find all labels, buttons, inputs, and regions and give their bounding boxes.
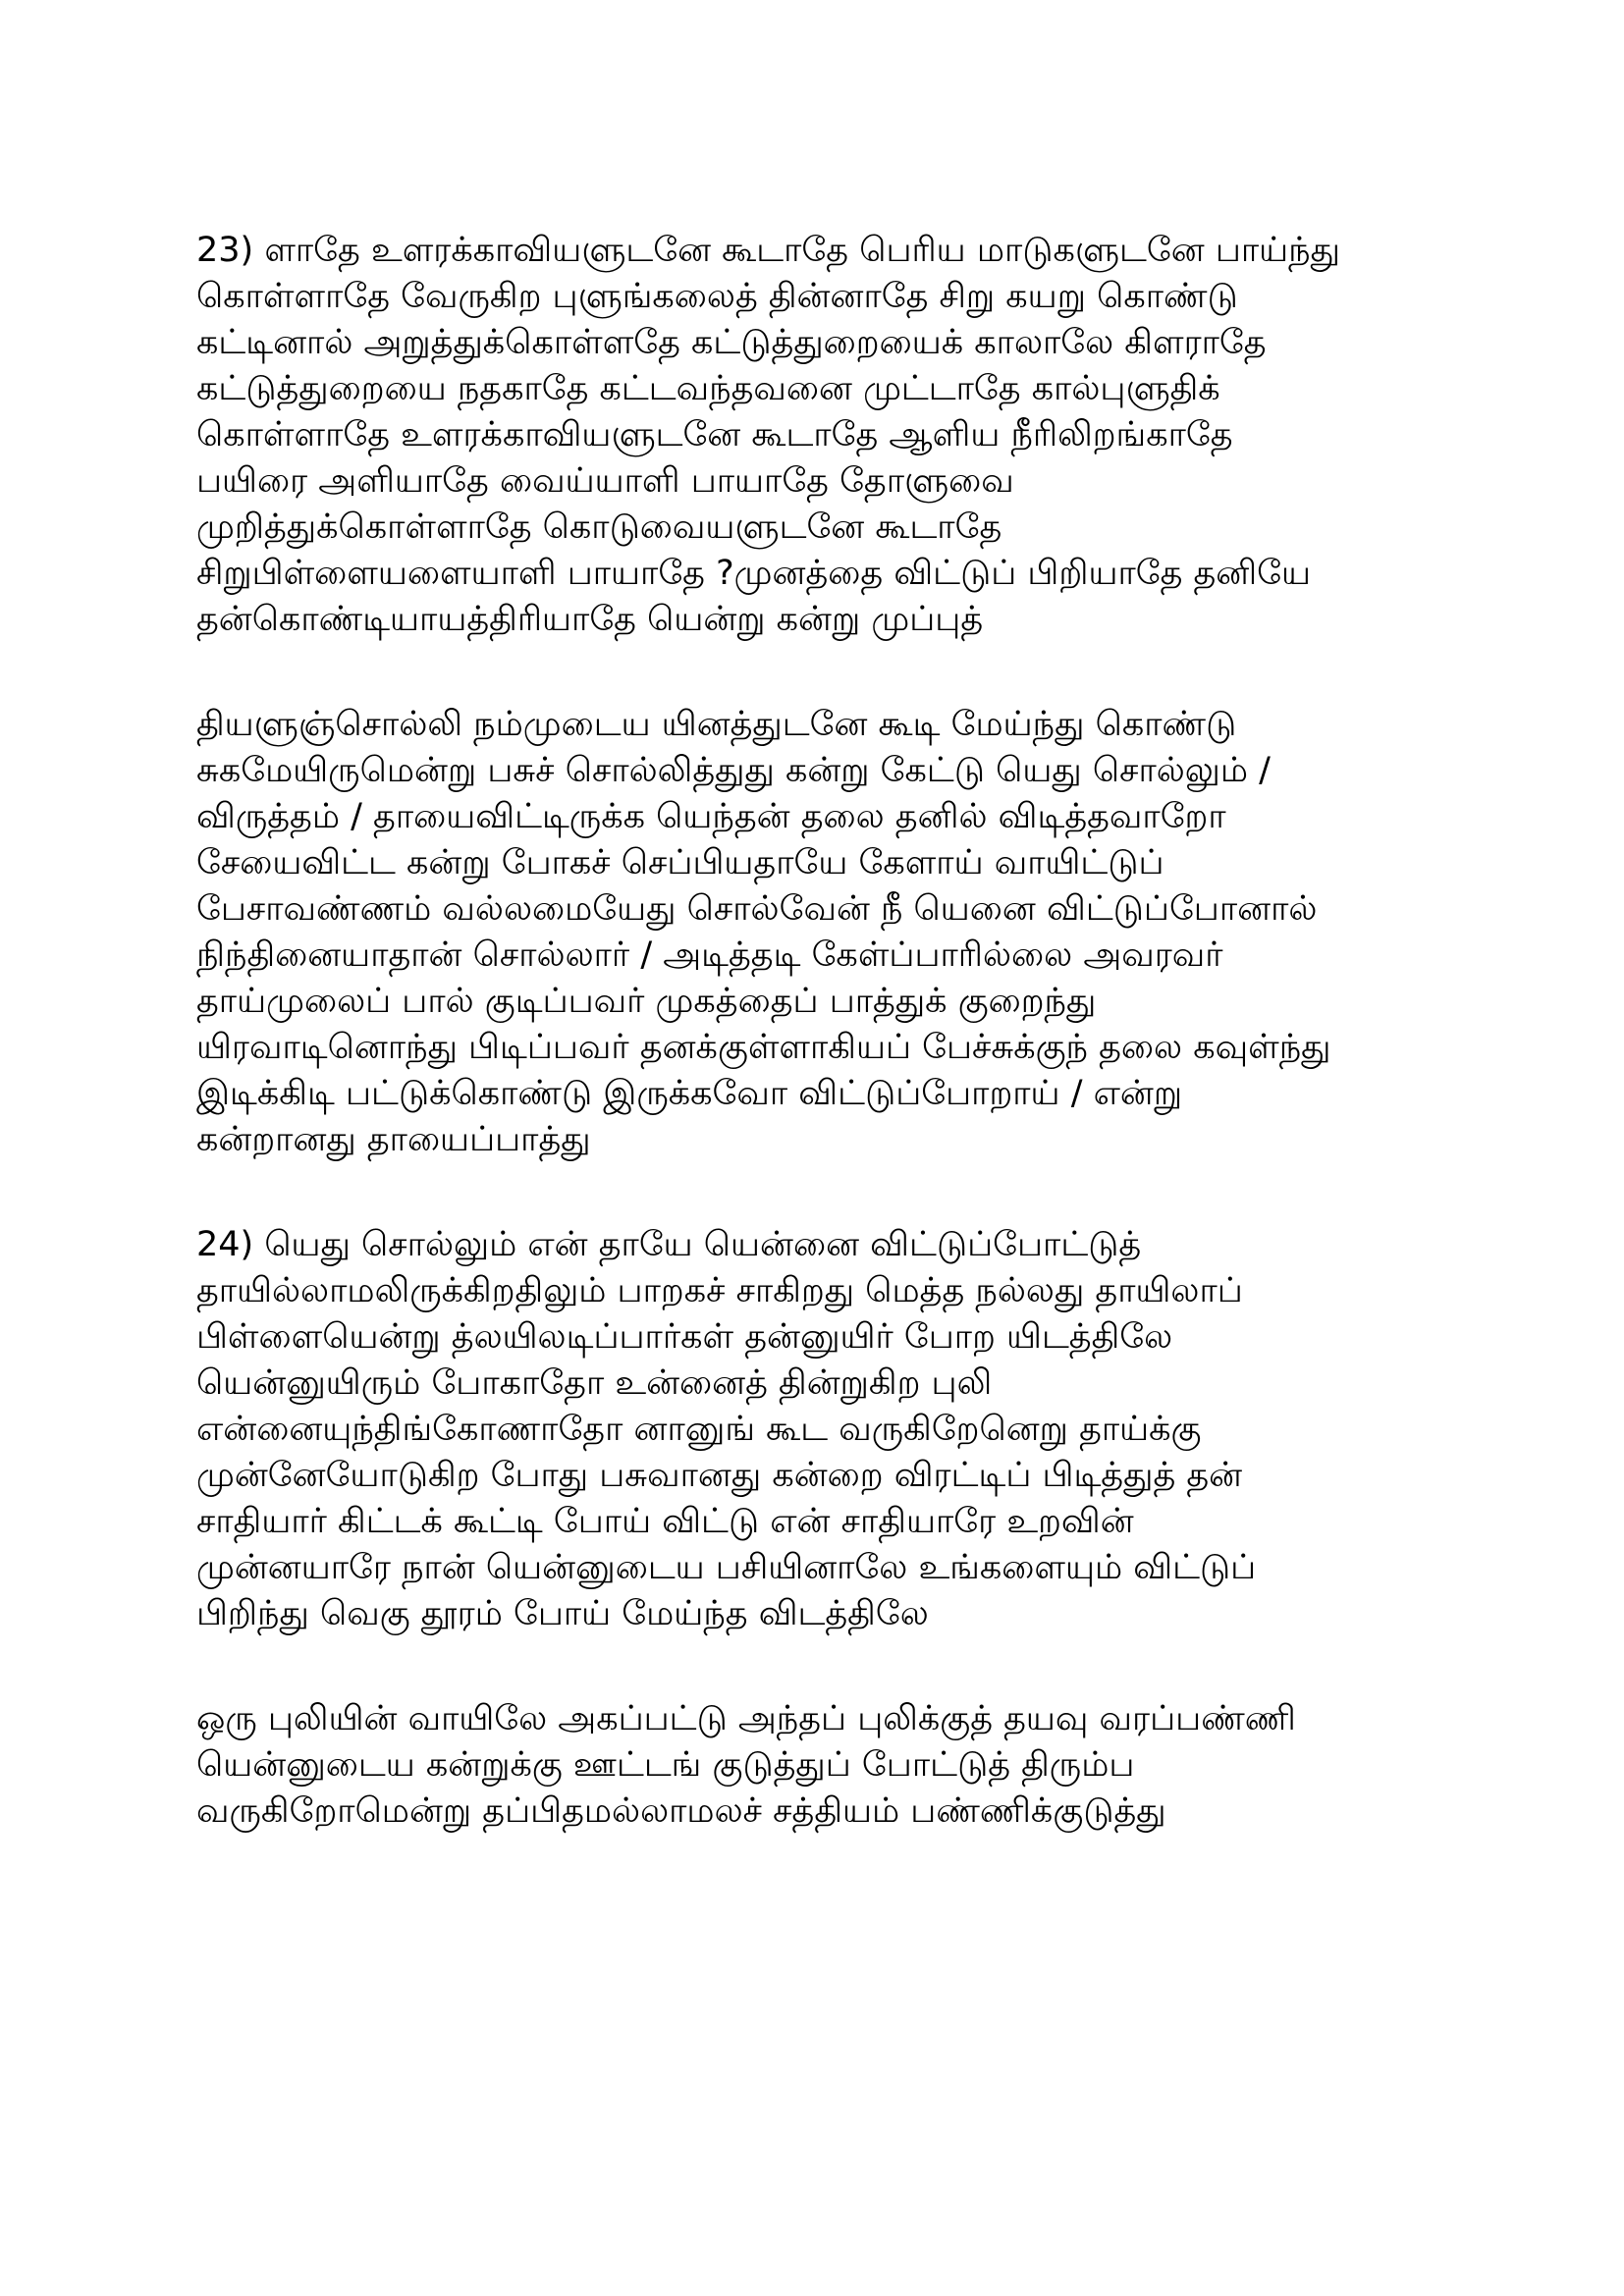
text-line: ஒரு புலியின் வாயிலே அகப்பட்டு அந்தப் புலிக்குத் தயவு வரப்பண்ணி (196, 1699, 1296, 1738)
text-line: இடிக்கிடி பட்டுக்கொண்டு இருக்கவோ விட்டுப்போறாய் / என்று (196, 1074, 1183, 1113)
paragraph (196, 1696, 1492, 1835)
paragraph (196, 1222, 1492, 1637)
text-line: நிந்தினையாதான் சொல்லார் / அடித்தடி கேள்ப்பாரில்லை அவரவர் (196, 935, 1223, 975)
text-line: சிறுபிள்ளையளையாளி பாயாதே ?முனத்தை விட்டுப் பிறியாதே தனியே (196, 554, 1312, 593)
text-line: பிள்ளையென்று த்லயிலடிப்பார்கள் தன்னுயிர் போற யிடத்திலே (196, 1317, 1173, 1357)
paragraph-gap (196, 1163, 1492, 1222)
text-line: முறித்துக்கொள்ளாதே கொடுவையளுடனே கூடாதே (196, 507, 1002, 547)
paragraph-gap (196, 643, 1492, 702)
text-line: தன்கொண்டியாயத்திரியாதே யென்று கன்று முப்புத் (196, 600, 984, 639)
text-line: சேயைவிட்ட கன்று போகச் செப்பியதாயே கேளாய் வாயிட்டுப் (196, 843, 1164, 882)
paragraph (196, 702, 1492, 1163)
text-line: பயிரை அளியாதே வைய்யாளி பாயாதே தோளுவை (196, 461, 1014, 501)
text-line: யென்னுடைய கன்றுக்கு ஊட்டங் குடுத்துப் போட்டுத் திரும்ப (196, 1745, 1135, 1785)
text-line: யென்னுயிரும் போகாதோ உன்னைத் தின்றுகிற புலி (196, 1363, 993, 1403)
text-line: கட்டினால் அறுத்துக்கொள்ளதே கட்டுத்துறையைக் காலாலே கிளராதே (196, 323, 1267, 362)
text-line: சுகமேயிருமென்று பசுச் சொல்லித்துது கன்று கேட்டு யெது சொல்லும் / (196, 751, 1271, 790)
text-line: தாயில்லாமலிருக்கிறதிலும் பாறகச் சாகிறது மெத்த நல்லது தாயிலாப் (196, 1271, 1243, 1310)
text-line: விருத்தம் / தாயைவிட்டிருக்க யெந்தன் தலை தனில் விடித்தவாறோ (196, 797, 1226, 836)
text-line: என்னையுந்திங்கோணாதோ னானுங் கூட வருகிறேனெறு தாய்க்கு (196, 1410, 1202, 1449)
text-line: வருகிறோமென்று தப்பிதமல்லாமலச் சத்தியம் பண்ணிக்குடுத்து (196, 1791, 1166, 1831)
text-line: கொள்ளாதே வேருகிற புளுங்கலைத் தின்னாதே சிறு கயறு கொண்டு (196, 277, 1238, 316)
paragraph-gap (196, 1637, 1492, 1696)
text-line: தாய்முலைப் பால் குடிப்பவர் முகத்தைப் பாத்துக் குறைந்து (196, 982, 1097, 1021)
text-line: சாதியார் கிட்டக் கூட்டி போய் விட்டு என் சாதியாரே உறவின் (196, 1502, 1134, 1541)
text-line: யிரவாடினொந்து பிடிப்பவர் தனக்குள்ளாகியப் பேச்சுக்குந் தலை கவுள்ந்து (196, 1028, 1331, 1067)
text-body (196, 228, 1492, 1835)
paragraph (196, 228, 1492, 643)
text-line: பேசாவண்ணம் வல்லமையேது சொல்வேன் நீ யெனை விட்டுப்போனால் (196, 889, 1318, 929)
text-line: பிறிந்து வெகு தூரம் போய் மேய்ந்த விடத்திலே (196, 1594, 929, 1633)
text-line: கொள்ளாதே உளரக்காவியளுடனே கூடாதே ஆளிய நீரிலிறங்காதே (196, 415, 1233, 454)
text-line: முன்னயாரே நான் யென்னுடைய பசியினாலே உங்களையும் விட்டுப் (196, 1548, 1257, 1587)
text-line: கன்றானது தாயைப்பாத்து (196, 1120, 591, 1159)
text-line: முன்னேயோடுகிற போது பசுவானது கன்றை விரட்டிப் பிடித்துத் தன் (196, 1456, 1243, 1495)
text-line: 24) யெது சொல்லும் என் தாயே யென்னை விட்டுப்போட்டுத் (196, 1225, 1142, 1264)
text-line: 23) ளாதே உளரக்காவியளுடனே கூடாதே பெரிய மாடுகளுடனே பாய்ந்து (196, 231, 1340, 270)
text-line: தியளுஞ்சொல்லி நம்முடைய யினத்துடனே கூடி மேய்ந்து கொண்டு (196, 705, 1237, 744)
text-line: கட்டுத்துறையை நதகாதே கட்டவந்தவனை முட்டாதே கால்புளுதிக் (196, 369, 1220, 408)
